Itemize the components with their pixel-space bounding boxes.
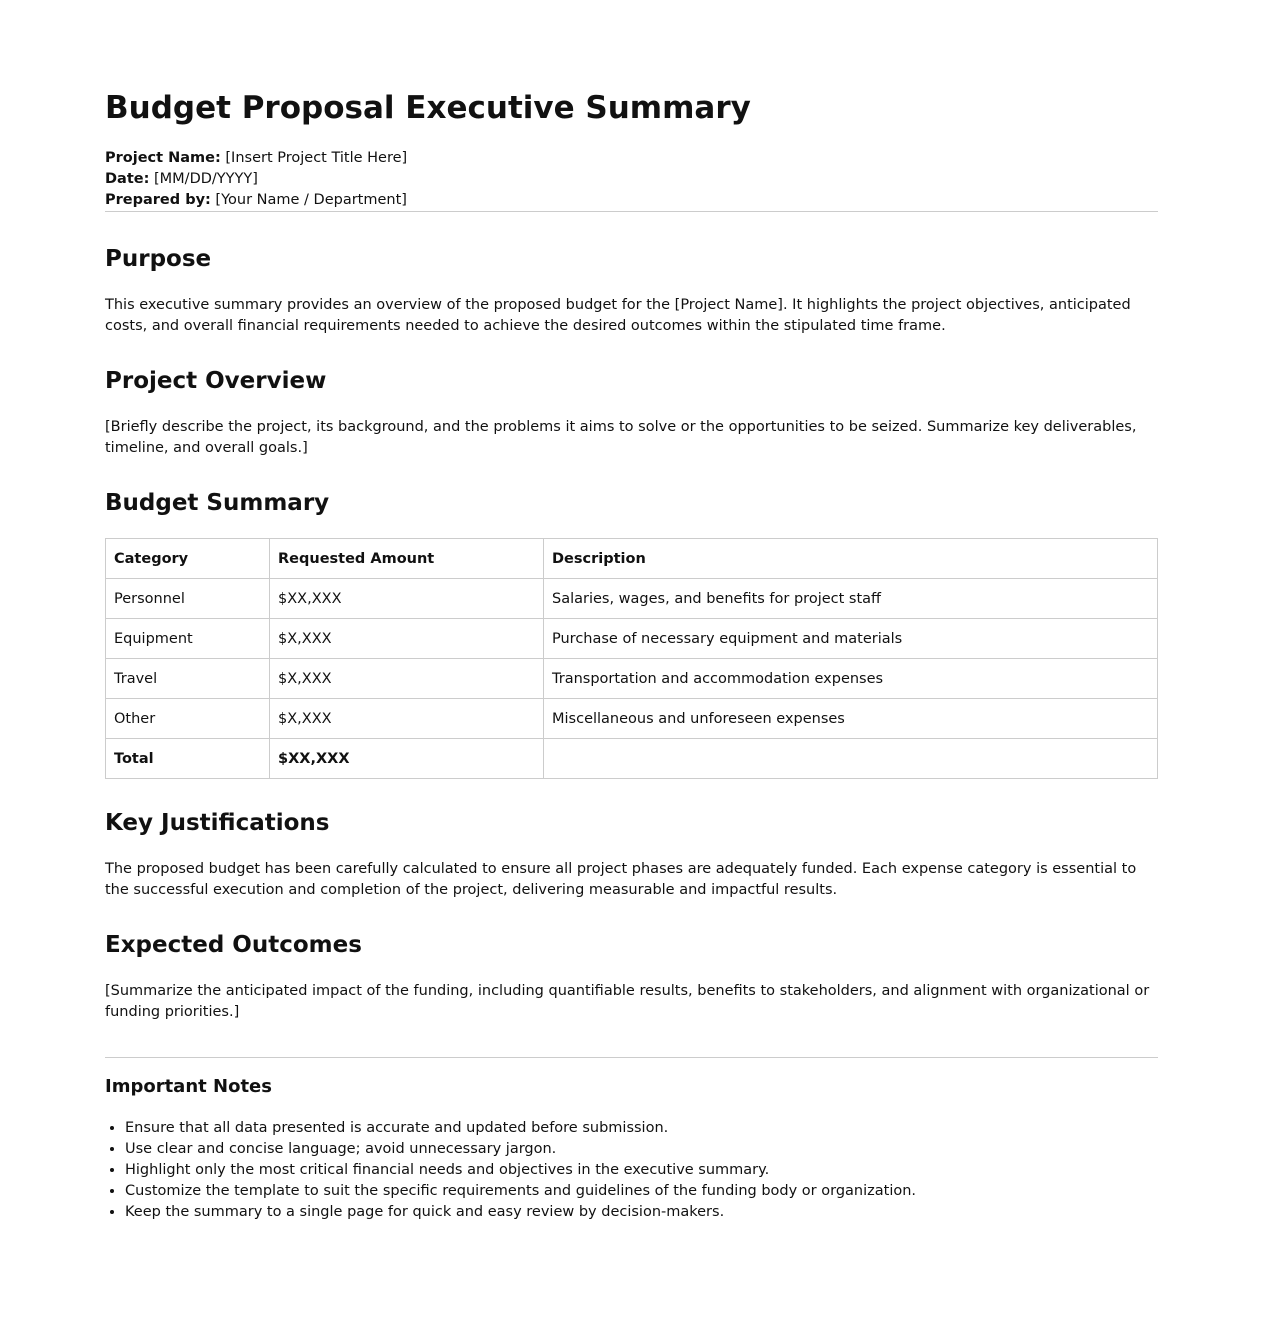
meta-project-name-value: [Insert Project Title Here]: [220, 150, 408, 166]
meta-project-name: [105, 148, 1158, 169]
table-row: [106, 579, 1158, 619]
meta-date: [105, 169, 1158, 190]
list-item: • Use clear and concise language; avoid unnecessary jargon.: [125, 1139, 1158, 1160]
cell-amount: $X,XXX: [270, 699, 544, 739]
meta-date-value: [MM/DD/YYYY]: [149, 171, 258, 187]
cell-amount: $X,XXX: [270, 659, 544, 699]
budget-table: [105, 538, 1158, 779]
total-amount: $XX,XXX: [270, 739, 544, 779]
table-total-row: [106, 739, 1158, 779]
list-item: • Ensure that all data presented is accurate and updated before submission.: [125, 1118, 1158, 1139]
list-item: • Keep the summary to a single page for quick and easy review by decision-makers.: [125, 1202, 1158, 1223]
cell-description: Transportation and accommodation expenses: [544, 659, 1158, 699]
justifications-heading: Key Justifications: [105, 810, 330, 836]
notes-list: [105, 1118, 1158, 1223]
cell-description: Purchase of necessary equipment and materials: [544, 619, 1158, 659]
table-row: [106, 699, 1158, 739]
table-row: [106, 659, 1158, 699]
document-page: [105, 0, 1158, 1223]
purpose-text: This executive summary provides an overview of the proposed budget for the [Project Name]. It highlights the project objectives, anticipated costs, and overall financial requirements needed to achieve the desired outcomes within the stipulated time frame.: [105, 297, 1131, 334]
column-header-description: Description: [544, 539, 1158, 579]
list-item: • Customize the template to suit the specific requirements and guidelines of the funding body or organization.: [125, 1181, 1158, 1202]
cell-amount: $XX,XXX: [270, 579, 544, 619]
list-item: • Highlight only the most critical financial needs and objectives in the executive summary.: [125, 1160, 1158, 1181]
cell-category: Other: [106, 699, 270, 739]
cell-category: Equipment: [106, 619, 270, 659]
budget-heading: Budget Summary: [105, 490, 330, 516]
column-header-category: Category: [106, 539, 270, 579]
page-title: Budget Proposal Executive Summary: [105, 90, 751, 126]
overview-text: [Briefly describe the project, its background, and the problems it aims to solve or the opportunities to be seized. Summarize key deliverables, timeline, and overall goals.]: [105, 419, 1137, 456]
outcomes-text: [Summarize the anticipated impact of the funding, including quantifiable results, benefits to stakeholders, and alignment with organizational or funding priorities.]: [105, 983, 1150, 1020]
document-meta: [105, 148, 1158, 211]
cell-amount: $X,XXX: [270, 619, 544, 659]
cell-description: Miscellaneous and unforeseen expenses: [544, 699, 1158, 739]
meta-prepared-by: [105, 190, 1158, 211]
notes-heading: Important Notes: [105, 1076, 272, 1097]
table-row: [106, 619, 1158, 659]
outcomes-heading: Expected Outcomes: [105, 932, 362, 958]
cell-category: Personnel: [106, 579, 270, 619]
header-divider: [105, 211, 1158, 212]
purpose-heading: Purpose: [105, 246, 212, 272]
meta-prepared-by-value: [Your Name / Department]: [210, 192, 407, 208]
cell-category: Travel: [106, 659, 270, 699]
justifications-text: The proposed budget has been carefully calculated to ensure all project phases are adequately funded. Each expense category is essential to the successful execution and completion of the project, delivering measurable and impactful results.: [105, 861, 1137, 898]
table-header-row: [106, 539, 1158, 579]
meta-project-name-label: Project Name:: [105, 150, 221, 166]
meta-prepared-by-label: Prepared by:: [105, 192, 211, 208]
total-label: Total: [106, 739, 270, 779]
column-header-amount: Requested Amount: [270, 539, 544, 579]
meta-date-label: Date:: [105, 171, 150, 187]
total-description: [544, 739, 1158, 779]
cell-description: Salaries, wages, and benefits for project staff: [544, 579, 1158, 619]
notes-divider: [105, 1057, 1158, 1058]
overview-heading: Project Overview: [105, 368, 327, 394]
